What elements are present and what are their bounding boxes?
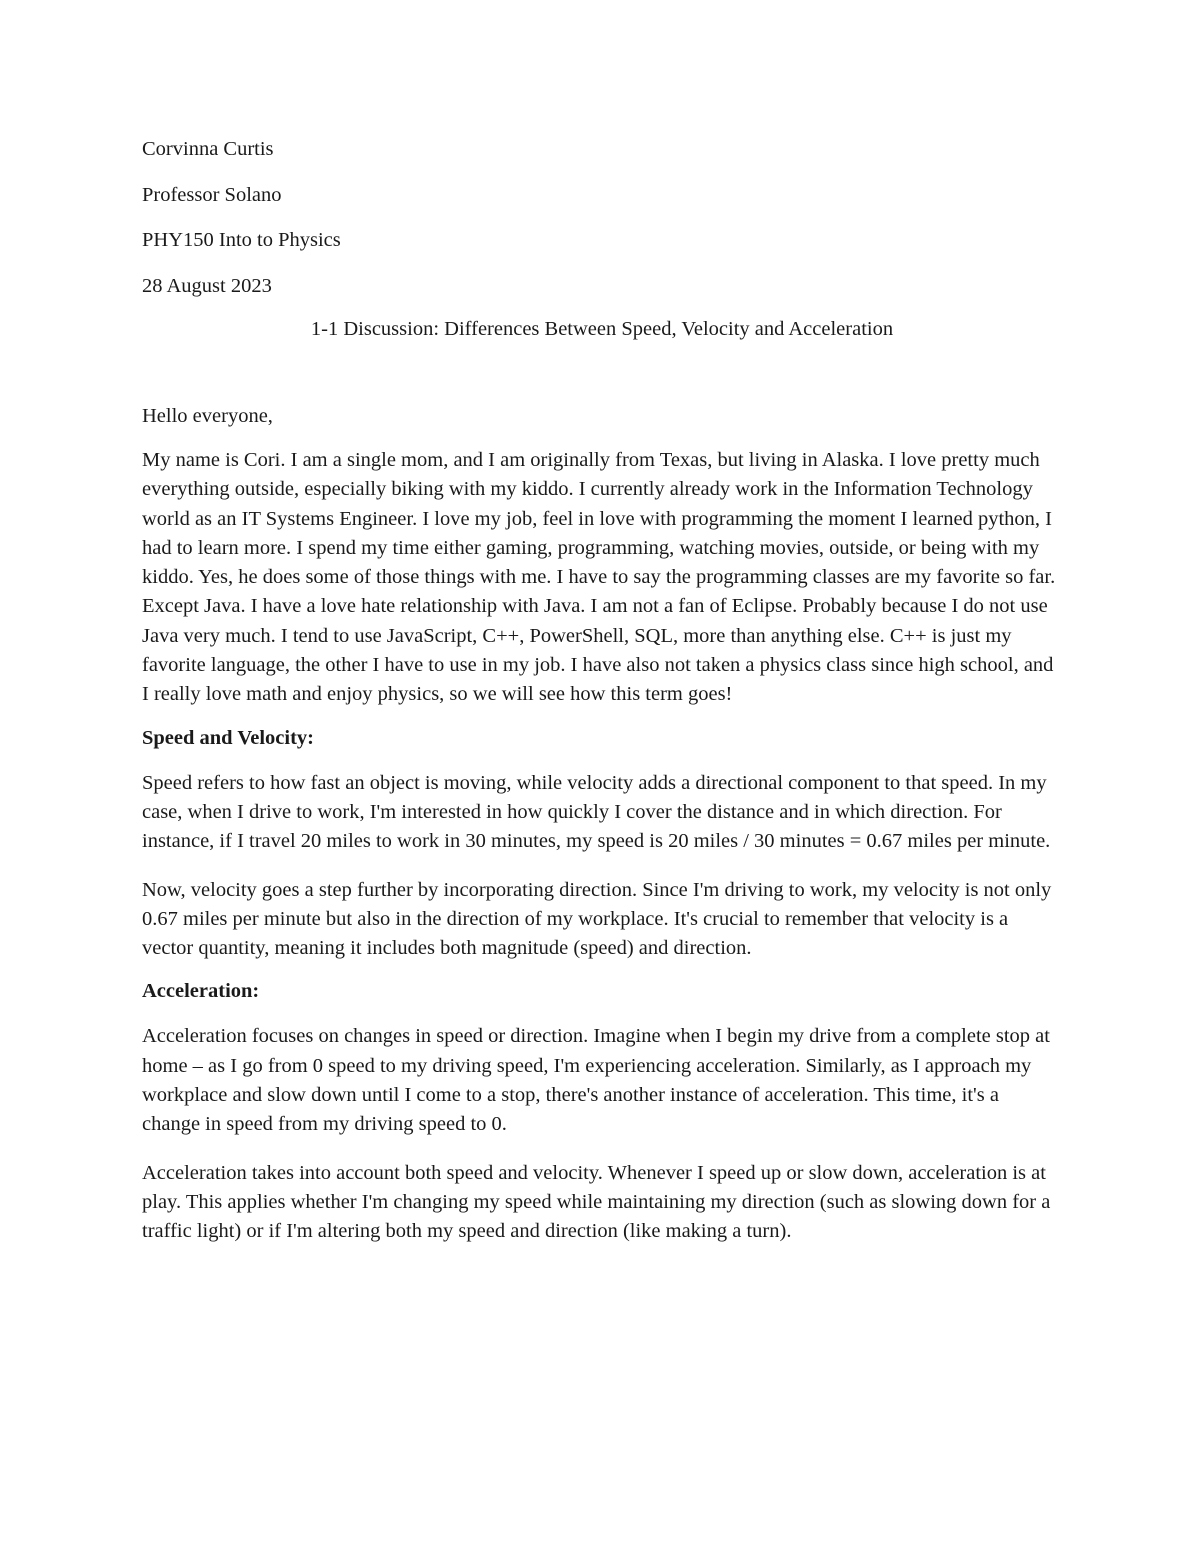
intro-paragraph: My name is Cori. I am a single mom, and I am originally from Texas, but living in Alaska. I love pretty much everything outside, especially biking with my kiddo. I currently already work in the Information Technology world as an IT Systems Engineer. I love my job, feel in love with programming the moment I learned python, I had to learn more. I spend my time either gaming, programming, watching movies, outside, or being with my kiddo. Yes, he does some of those things with me. I have to say the programming classes are my favorite so far. Except Java. I have a love hate relationship with Java. I am not a fan of Eclipse. Probably because I do not use Java very much. I tend to use JavaScript, C++, PowerShell, SQL, more than anything else. C++ is just my favorite language, the other I have to use in my job. I have also not taken a physics class since high school, and I really love math and enjoy physics, so we will see how this term goes! <box>142 449 1056 706</box>
professor-name: Professor Solano <box>142 183 282 206</box>
greeting: Hello everyone, <box>142 405 273 427</box>
document-date: 28 August 2023 <box>142 274 272 297</box>
document-page <box>142 138 1062 1247</box>
author-name: Corvinna Curtis <box>142 138 274 160</box>
document-title: 1-1 Discussion: Differences Between Speed, Velocity and Acceleration <box>310 318 894 340</box>
speed-paragraph: Speed refers to how fast an object is moving, while velocity adds a directional component to that speed. In my case, when I drive to work, I'm interested in how quickly I cover the distance and in which direction. For instance, if I travel 20 miles to work in 30 minutes, my speed is 20 miles / 30 minutes = 0.67 miles per minute. <box>142 771 1051 853</box>
acceleration-paragraph-2: Acceleration takes into account both speed and velocity. Whenever I speed up or slow down, acceleration is at play. This applies whether I'm changing my speed while maintaining my direction (such as slowing down for a traffic light) or if I'm altering both my speed and direction (like making a turn). <box>142 1161 1051 1243</box>
acceleration-heading: Acceleration: <box>142 980 260 1003</box>
acceleration-paragraph-1: Acceleration focuses on changes in speed or direction. Imagine when I begin my drive from a complete stop at home – as I go from 0 speed to my driving speed, I'm experiencing acceleration. Similarly, as I approach my workplace and slow down until I come to a stop, there's another instance of acceleration. This time, it's a change in speed from my driving speed to 0. <box>142 1025 1050 1136</box>
velocity-paragraph: Now, velocity goes a step further by incorporating direction. Since I'm driving to work, my velocity is not only 0.67 miles per minute but also in the direction of my workplace. It's crucial to remember that velocity is a vector quantity, meaning it includes both magnitude (speed) and direction. <box>142 878 1052 960</box>
course-name: PHY150 Into to Physics <box>142 229 341 251</box>
speed-velocity-heading: Speed and Velocity: <box>142 726 314 749</box>
